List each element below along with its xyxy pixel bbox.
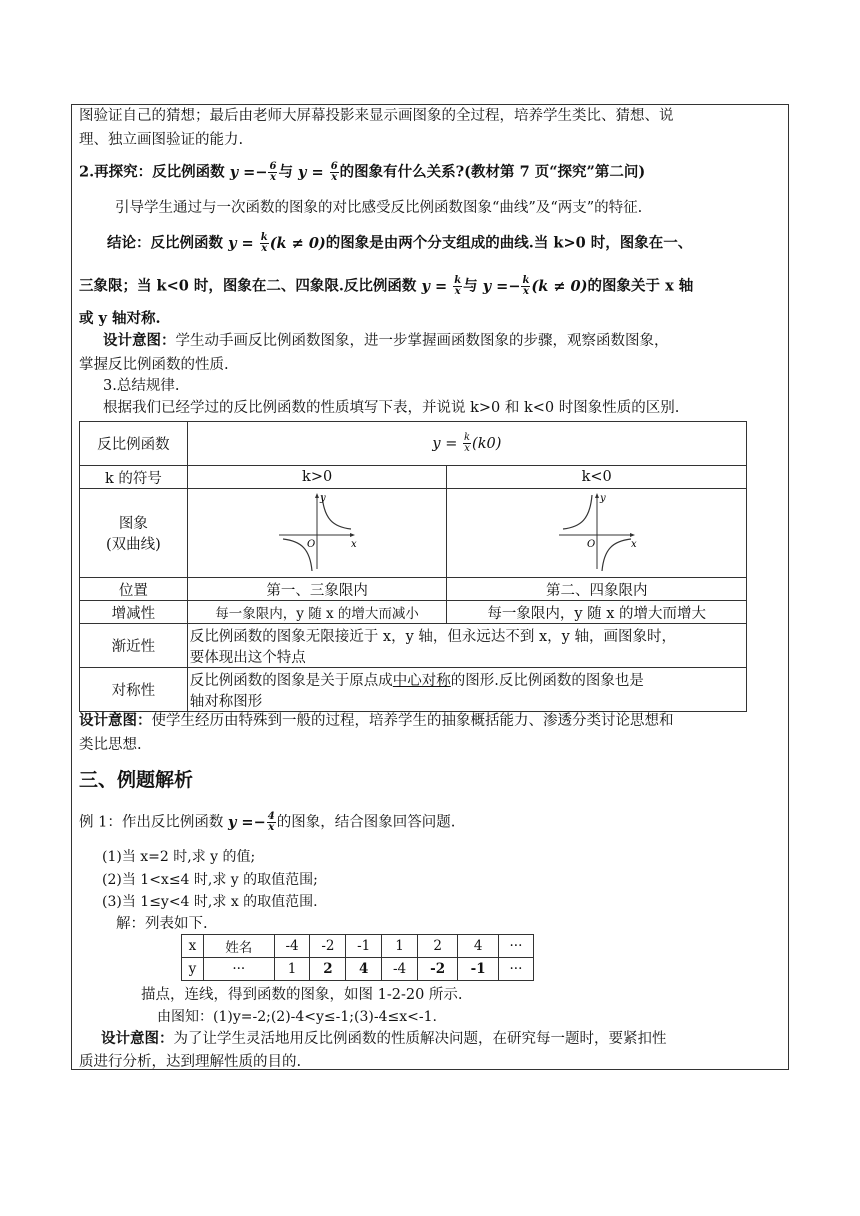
design-intent-2-line-2: 类比思想. [79,737,142,753]
section-title: 三、例题解析 [79,769,194,791]
value-table-cell: -4 [274,935,310,958]
k-positive: k>0 [187,466,447,489]
monotonic-label: 增减性 [80,601,188,624]
sign-label: k 的符号 [80,466,188,489]
value-table-cell: -1 [458,958,498,981]
value-table-cell: -4 [382,958,418,981]
position-k-negative: 第二、四象限内 [447,578,747,601]
design-intent-3-line-2: 质进行分析，达到理解性质的目的. [79,1054,302,1070]
explore-prefix: 2.再探究：反比例函数 [79,163,225,181]
value-table-cell: -2 [310,935,346,958]
design-intent-1-line-1: 设计意图：学生动手画反比例函数图象，进一步掌握画函数图象的步骤，观察函数图象， [103,332,669,349]
value-table-cell: 2 [310,958,346,981]
value-table-cell: 姓名 [203,935,274,958]
svg-text:x: x [630,539,637,550]
property-table [79,421,747,712]
value-table-cell: -2 [417,958,457,981]
formula-cell: y = $\frac{k}{x}$ (k0) [187,422,746,466]
example-statement: 例 1：作出反比例函数 y =− $\frac{4}{x}$ 的图象，结合图象回答问题. [79,811,456,833]
value-table-cell: ··· [498,958,533,981]
intro-line-1: 图验证自己的猜想；最后由老师大屏幕投影来显示画图象的全过程，培养学生类比、猜想、说 [79,108,674,124]
summary-instruction: 根据我们已经学过的反比例函数的性质填写下表，并说说 k>0 和 k<0 时图象性质的区别. [103,400,680,416]
value-table [181,934,534,981]
value-table-cell: 1 [274,958,310,981]
formula-neg-6-x: y =− $\frac{6}{x}$ [229,161,277,183]
value-table-cell: 4 [346,958,382,981]
intro-line-2: 理、独立画图验证的能力. [79,132,244,148]
svg-text:y: y [599,493,606,504]
k-negative: k<0 [447,466,747,489]
conclusion-line-3: 或 y 轴对称. [79,310,161,327]
question-2: (2)当 1<x≤4 时,求 y 的取值范围; [102,872,318,888]
value-table-cell: 1 [382,935,418,958]
formula-6-x: y = $\frac{6}{x}$ [298,161,338,183]
position-k-positive: 第一、三象限内 [187,578,447,601]
explore-mid: 与 [278,163,293,181]
solution-intro: 解：列表如下. [116,916,208,932]
symmetry-label: 对称性 [80,668,188,712]
value-table-cell: y [182,958,204,981]
value-table-cell: 2 [417,935,457,958]
formula-k-x: y = $\frac{k}{x}$ (k ≠ 0) [228,232,326,254]
formula-neg-4-x: y =− $\frac{4}{x}$ [227,811,275,833]
question-3: (3)当 1≤y<4 时,求 x 的取值范围. [102,894,318,910]
svg-text:O: O [307,539,316,550]
value-table-cell: x [182,935,204,958]
asymptote-label: 渐近性 [80,624,188,668]
plot-description: 描点，连线，得到函数的图象，如图 1-2-20 所示. [141,987,463,1003]
question-1: (1)当 x=2 时,求 y 的值; [102,849,256,865]
graph-label: 图象 (双曲线) [80,489,188,578]
monotonic-k-positive: 每一象限内，y 随 x 的增大而减小 [187,601,447,624]
design-intent-3-line-1: 设计意图：为了让学生灵活地用反比例函数的性质解决问题，在研究每一题时，要紧扣性 [101,1030,667,1047]
conclusion-line-1: 结论：反比例函数 y = $\frac{k}{x}$ (k ≠ 0)的图象是由两个分支组成的曲线.当 k>0 时，图象在一、 [107,232,693,254]
monotonic-k-negative: 每一象限内，y 随 x 的增大而增大 [447,601,747,624]
conclusion-line-2: 三象限；当 k<0 时，图象在二、四象限.反比例函数 y = $\frac{k}{x}$ 与 y =− $\frac{k}{x}$ (k ≠ 0)的图象关于 x 轴 [79,275,694,297]
answer-line: 由图知：(1)y=-2;(2)-4<y≤-1;(3)-4≤x<-1. [157,1009,437,1025]
explore-guide: 引导学生通过与一次函数的图象的对比感受反比例函数图象“曲线”及“两支”的特征. [115,200,643,216]
design-intent-2-line-1: 设计意图：使学生经历由特殊到一般的过程，培养学生的抽象概括能力、渗透分类讨论思想和 [79,712,674,729]
value-table-cell: -1 [346,935,382,958]
value-table-cell: ··· [498,935,533,958]
explore-heading [79,162,645,183]
asymptote-desc: 反比例函数的图象无限接近于 x，y 轴，但永远达不到 x，y 轴，画图象时， 要体现出这个特点 [187,624,746,668]
graph-k-negative [447,489,747,578]
hyperbola-q2-q4-graph [547,489,647,573]
design-intent-1-line-2: 掌握反比例函数的性质. [79,357,229,373]
explore-suffix: 的图象有什么关系?(教材第 7 页“探究”第二问) [339,163,646,181]
hyperbola-q1-q3-graph [267,489,367,573]
formula-k-x-2: y = $\frac{k}{x}$ [421,275,462,297]
value-table-cell: 4 [458,935,498,958]
graph-k-positive [187,489,447,578]
value-table-cell: ··· [203,958,274,981]
svg-text:O: O [586,539,595,550]
header-cell: 反比例函数 [80,422,188,466]
svg-text:y: y [320,493,326,504]
svg-text:x: x [351,539,357,550]
symmetry-desc: 反比例函数的图象是关于原点成中心对称的图形.反比例函数的图象也是 轴对称图形 [187,668,746,712]
formula-neg-k-x: y =− $\frac{k}{x}$ (k ≠ 0) [482,275,588,297]
position-label: 位置 [80,578,188,601]
summary-title: 3.总结规律. [103,378,180,394]
